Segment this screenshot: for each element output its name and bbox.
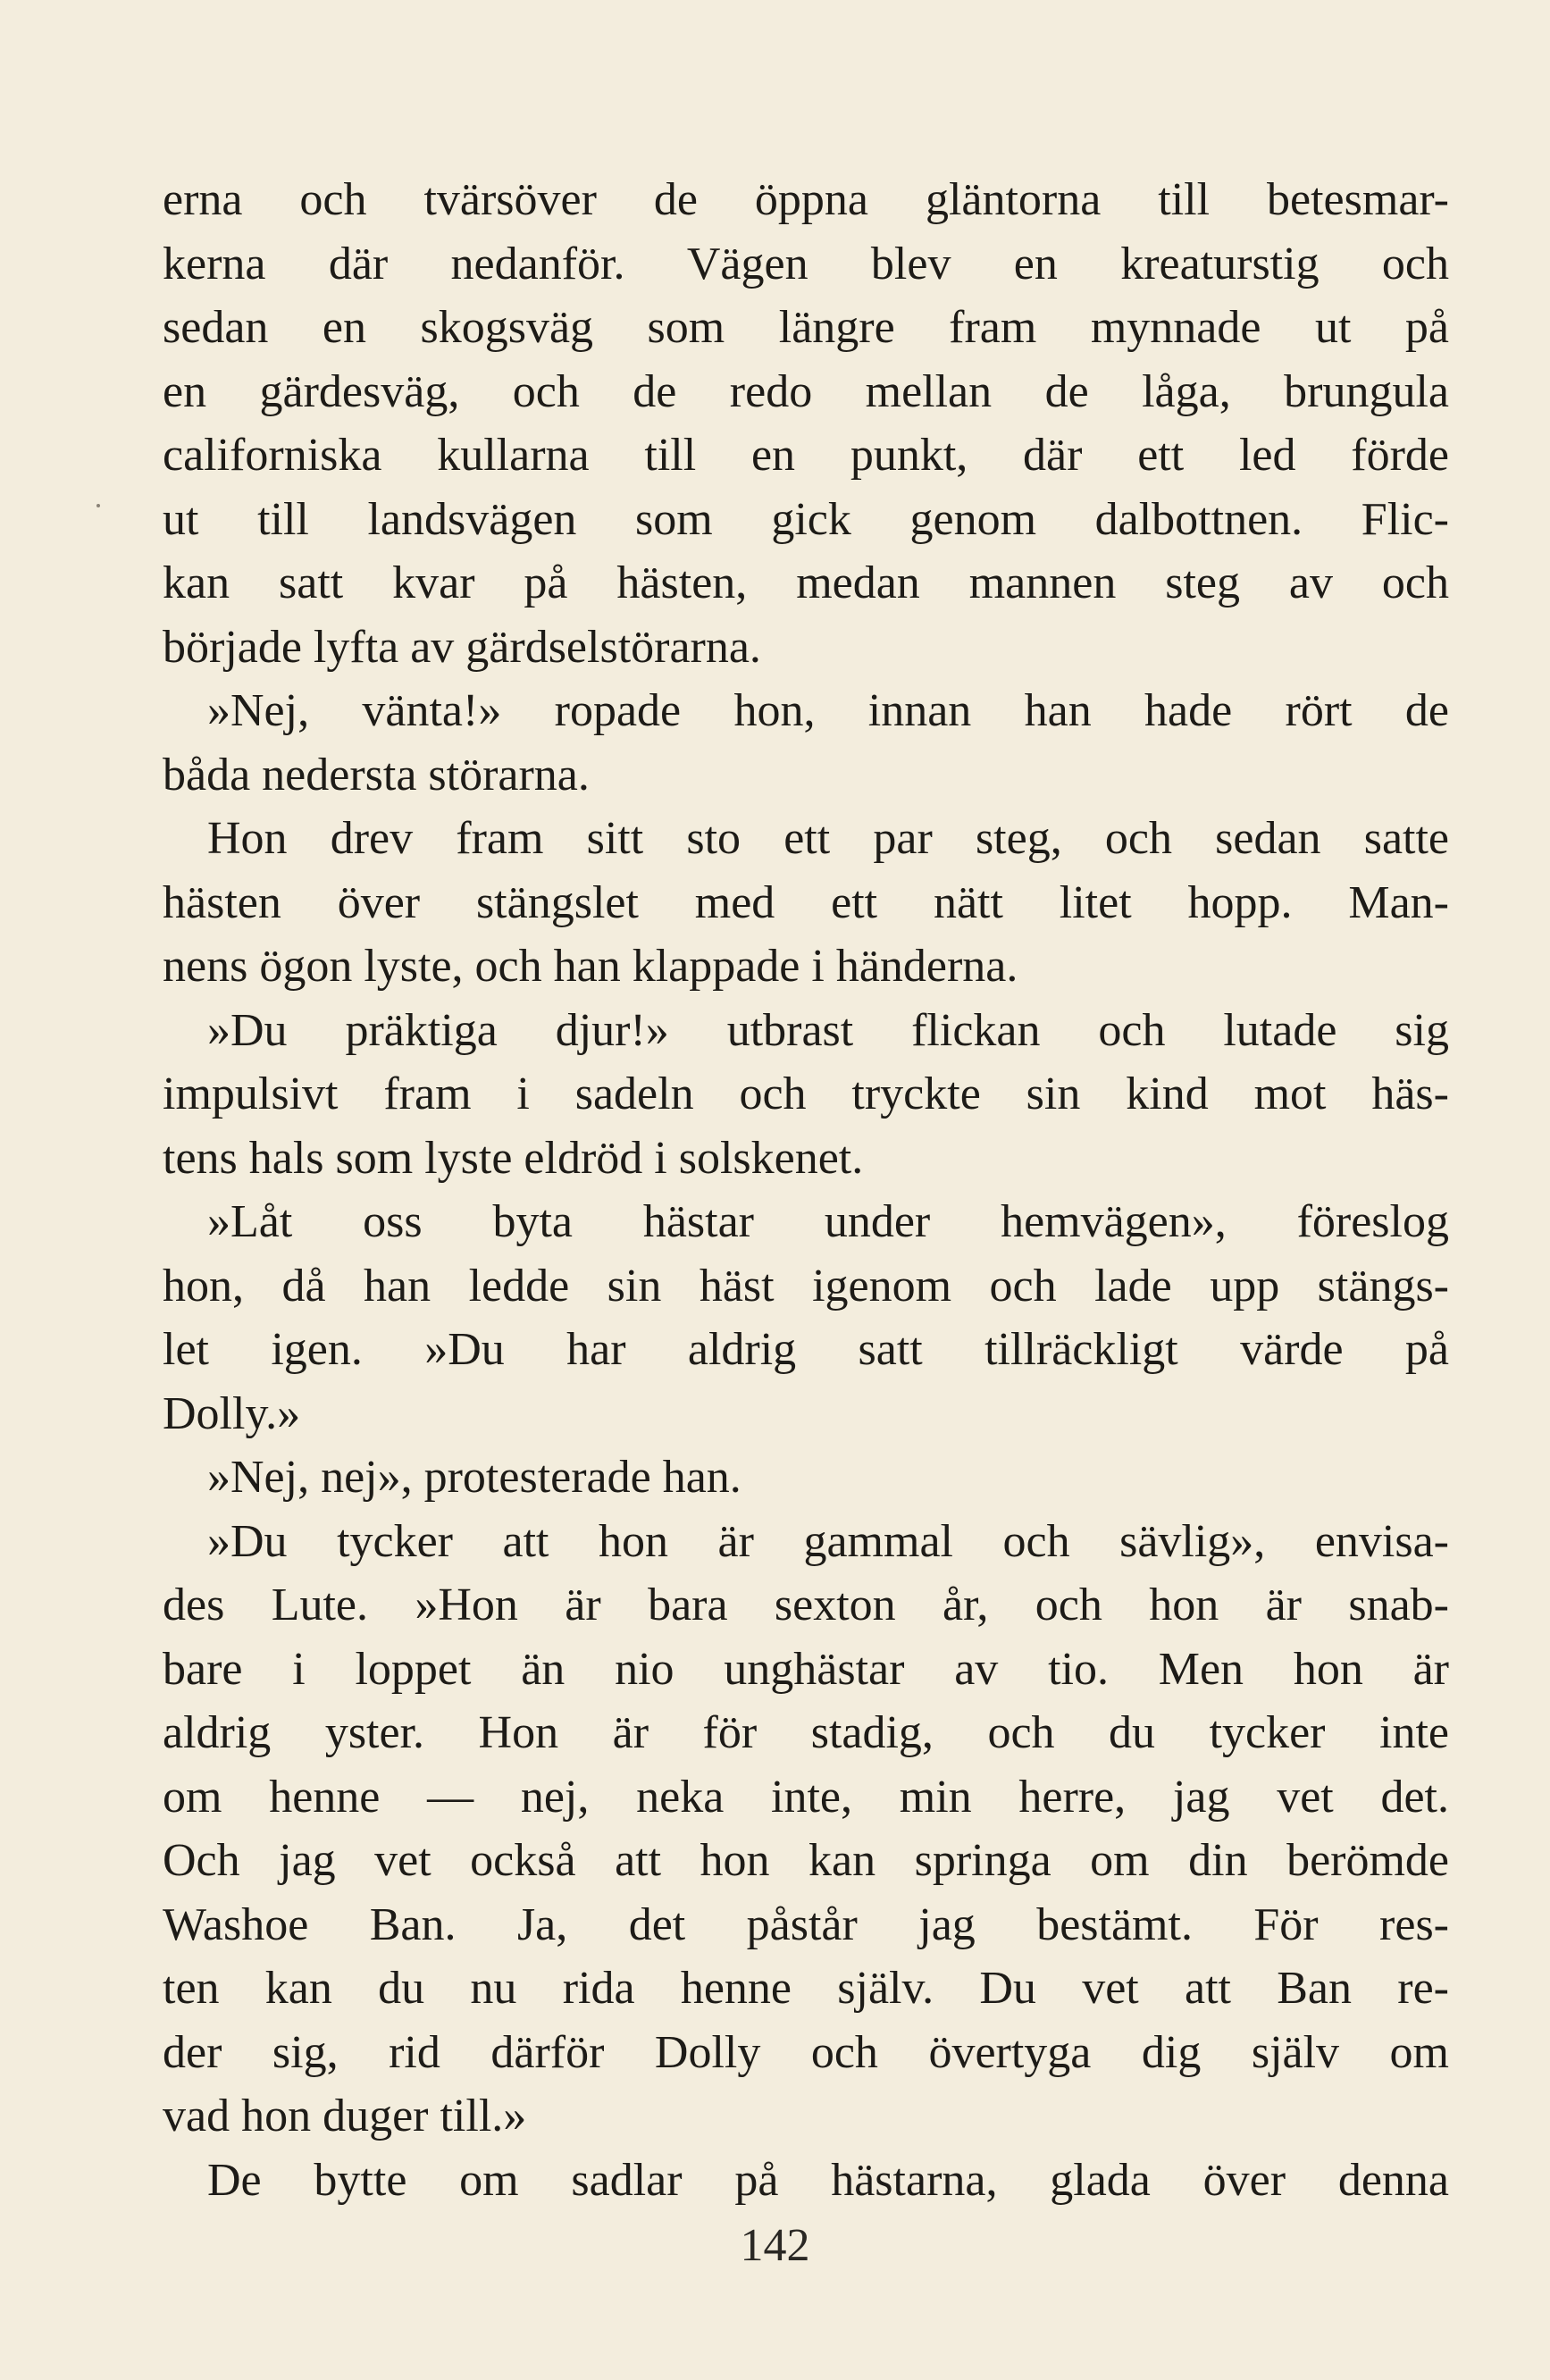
paragraph — [163, 168, 1449, 679]
text-line: »Nej, nej», protesterade han. — [207, 1452, 741, 1503]
text-line: bare i loppet än nio unghästar av tio. Men hon är — [163, 1643, 1449, 1695]
text-line: aldrig yster. Hon är för stadig, och du tycker inte — [163, 1707, 1449, 1758]
text-line: ut till landsvägen som gick genom dalbottnen. Flic- — [163, 493, 1449, 545]
text-line: sedan en skogsväg som längre fram mynnade ut på — [163, 302, 1449, 353]
text-line: des Lute. »Hon är bara sexton år, och hon är snab- — [163, 1580, 1449, 1630]
paragraph — [163, 2149, 1449, 2213]
text-line: kerna där nedanför. Vägen blev en kreaturstig och — [163, 238, 1449, 289]
paragraph — [163, 999, 1449, 1191]
paragraph — [163, 807, 1449, 999]
text-line: »Du tycker att hon är gammal och sävlig», envisa- — [207, 1515, 1449, 1567]
text-line: der sig, rid därför Dolly och övertyga dig själv om — [163, 2026, 1449, 2078]
text-line: »Nej, vänta!» ropade hon, innan han hade rört de — [207, 685, 1449, 736]
text-line: vad hon duger till.» — [163, 2091, 527, 2141]
paragraph — [163, 679, 1449, 807]
text-line: ten kan du nu rida henne själv. Du vet att Ban re- — [163, 1963, 1449, 2014]
text-line: Hon drev fram sitt sto ett par steg, och sedan satte — [207, 813, 1449, 864]
text-line: »Du präktiga djur!» utbrast flickan och lutade sig — [207, 1004, 1449, 1056]
text-line: började lyfta av gärdselstörarna. — [163, 621, 761, 673]
text-line: tens hals som lyste eldröd i solskenet. — [163, 1132, 864, 1184]
text-line: De bytte om sadlar på hästarna, glada över denna — [207, 2154, 1449, 2206]
text-line: en gärdesväg, och de redo mellan de låga, brungula — [163, 365, 1449, 417]
text-line: impulsivt fram i sadeln och tryckte sin kind mot häs- — [163, 1068, 1449, 1119]
text-line: californiska kullarna till en punkt, där ett led förde — [163, 430, 1449, 481]
text-line: båda nedersta störarna. — [163, 749, 590, 800]
text-line: hon, då han ledde sin häst igenom och lade upp stängs- — [163, 1260, 1449, 1312]
paragraph — [163, 1446, 1449, 1510]
page-number: 142 — [740, 2220, 810, 2271]
text-line: nens ögon lyste, och han klappade i händerna. — [163, 941, 1018, 992]
text-line: Washoe Ban. Ja, det påstår jag bestämt. För res- — [163, 1898, 1449, 1950]
text-line: hästen över stängslet med ett nätt litet hopp. Man- — [163, 876, 1449, 928]
paragraph — [163, 1510, 1449, 2149]
text-line: kan satt kvar på hästen, medan mannen steg av och — [163, 557, 1449, 608]
text-line: erna och tvärsöver de öppna gläntorna till betesmar- — [163, 174, 1449, 225]
text-line: om henne — nej, neka inte, min herre, jag vet det. — [163, 1771, 1449, 1823]
paragraph — [163, 1190, 1449, 1446]
text-line: »Låt oss byta hästar under hemvägen», föreslog — [207, 1196, 1449, 1247]
text-line: Och jag vet också att hon kan springa om din berömde — [163, 1835, 1449, 1886]
text-line: let igen. »Du har aldrig satt tillräckligt värde på — [163, 1324, 1449, 1375]
text-line: Dolly.» — [163, 1387, 301, 1439]
body-text — [163, 168, 1449, 2212]
margin-mark — [96, 504, 100, 507]
